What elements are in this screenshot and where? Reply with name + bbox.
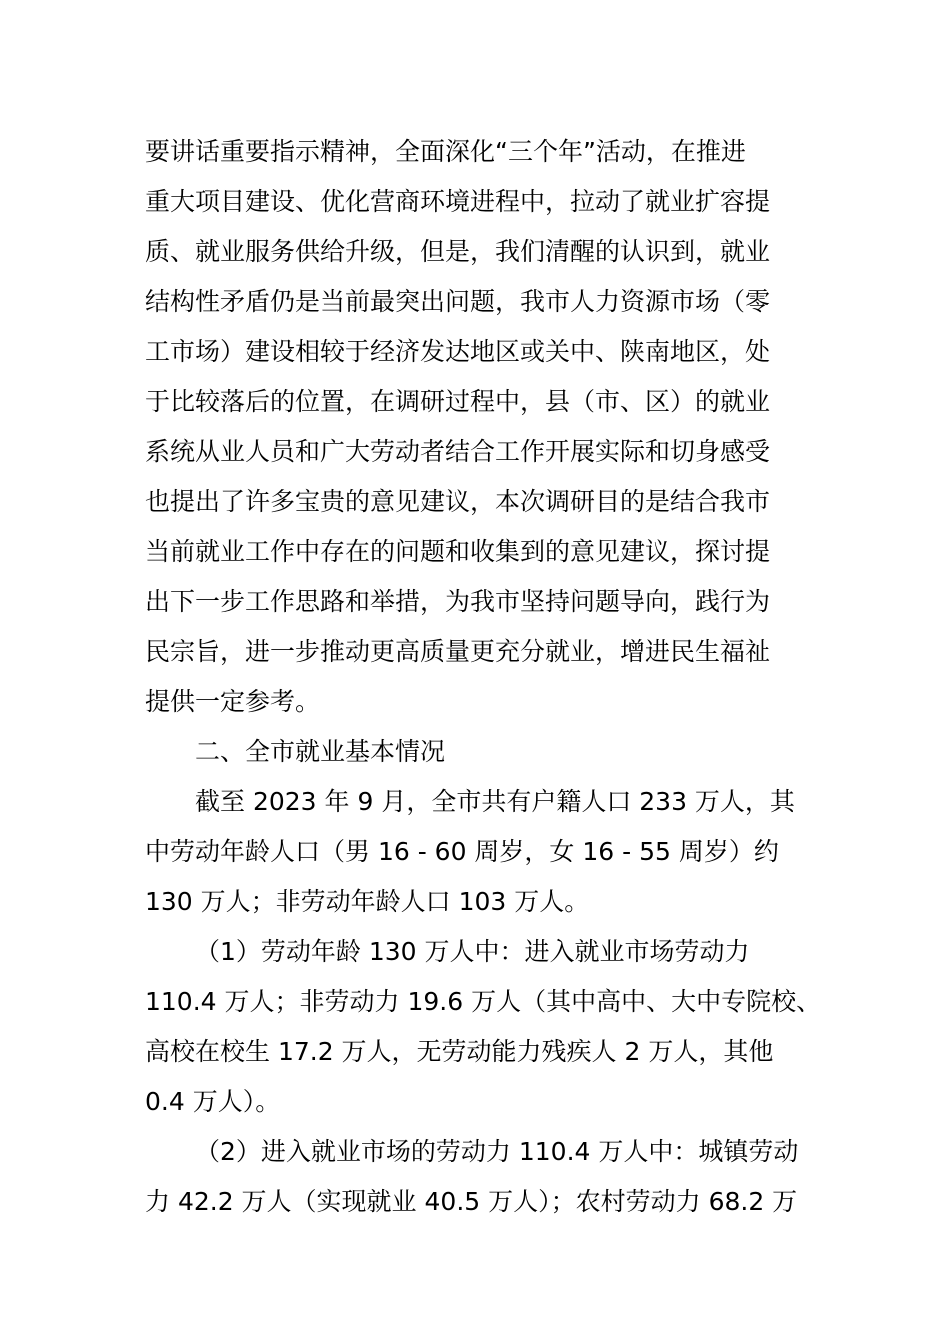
paragraph-line: 也提出了许多宝贵的意见建议，本次调研目的是结合我市 bbox=[145, 487, 771, 516]
section-heading: 二、全市就业基本情况 bbox=[195, 737, 446, 766]
paragraph-line: （2）进入就业市场的劳动力 110.4 万人中：城镇劳动 bbox=[195, 1137, 799, 1166]
paragraph-line: 提供一定参考。 bbox=[145, 687, 321, 716]
paragraph-line: 重大项目建设、优化营商环境进程中，拉动了就业扩容提 bbox=[145, 187, 771, 216]
paragraph-line: 要讲话重要指示精神，全面深化“三个年”活动，在推进 bbox=[145, 137, 746, 166]
paragraph-line: 130 万人；非劳动年龄人口 103 万人。 bbox=[145, 887, 590, 916]
paragraph-line: 于比较落后的位置，在调研过程中，县（市、区）的就业 bbox=[145, 387, 771, 416]
paragraph-line: 系统从业人员和广大劳动者结合工作开展实际和切身感受 bbox=[145, 437, 771, 466]
paragraph-line: 截至 2023 年 9 月，全市共有户籍人口 233 万人，其 bbox=[195, 787, 795, 816]
paragraph-line: 高校在校生 17.2 万人，无劳动能力残疾人 2 万人，其他 bbox=[145, 1037, 774, 1066]
paragraph-line: 出下一步工作思路和举措，为我市坚持问题导向，践行为 bbox=[145, 587, 771, 616]
paragraph-line: 结构性矛盾仍是当前最突出问题，我市人力资源市场（零 bbox=[145, 287, 771, 316]
paragraph-line: 工市场）建设相较于经济发达地区或关中、陕南地区，处 bbox=[145, 337, 771, 366]
paragraph-line: 力 42.2 万人（实现就业 40.5 万人）；农村劳动力 68.2 万 bbox=[145, 1187, 798, 1216]
paragraph-line: 民宗旨，进一步推动更高质量更充分就业，增进民生福祉 bbox=[145, 637, 771, 666]
paragraph-line: 中劳动年龄人口（男 16 - 60 周岁，女 16 - 55 周岁）约 bbox=[145, 837, 779, 866]
paragraph-line: 当前就业工作中存在的问题和收集到的意见建议，探讨提 bbox=[145, 537, 771, 566]
paragraph-line: 110.4 万人；非劳动力 19.6 万人（其中高中、大中专院校、 bbox=[145, 987, 822, 1016]
paragraph-line: （1）劳动年龄 130 万人中：进入就业市场劳动力 bbox=[195, 937, 750, 966]
paragraph-line: 质、就业服务供给升级，但是，我们清醒的认识到，就业 bbox=[145, 237, 771, 266]
paragraph-line: 0.4 万人）。 bbox=[145, 1087, 281, 1116]
